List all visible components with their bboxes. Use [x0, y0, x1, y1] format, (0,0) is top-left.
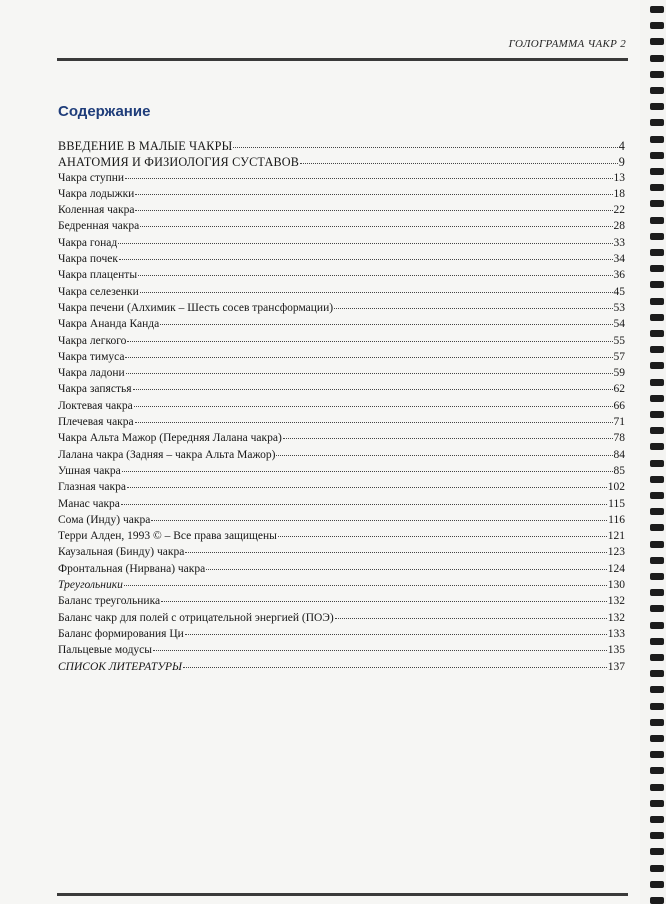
binding-coil — [650, 719, 664, 726]
toc-entry-label: Чакра селезенки — [58, 285, 139, 298]
binding-coil — [650, 751, 664, 758]
toc-entry-label: Плечевая чакра — [58, 416, 134, 429]
toc-entry[interactable] — [58, 253, 625, 269]
toc-entry-label: Терри Алден, 1993 © – Все права защищены — [58, 530, 277, 543]
toc-entry[interactable] — [58, 139, 625, 155]
toc-entry-label: Чакра плаценты — [58, 269, 138, 282]
toc-entry[interactable] — [58, 220, 625, 236]
dot-leader — [160, 324, 612, 325]
dot-leader — [119, 259, 613, 260]
binding-coil — [650, 460, 664, 467]
toc-entry-page: 84 — [613, 448, 625, 461]
toc-entry-label: Чакра Ананда Канда — [58, 318, 160, 331]
binding-coil — [650, 136, 664, 143]
toc-entry[interactable] — [58, 204, 625, 220]
toc-entry[interactable] — [58, 155, 625, 171]
binding-coil — [650, 735, 664, 742]
toc-entry-label: Манас чакра — [58, 497, 120, 510]
dot-leader — [122, 471, 613, 472]
dot-leader — [140, 292, 613, 293]
toc-entry[interactable] — [58, 383, 625, 399]
toc-entry[interactable] — [58, 661, 625, 677]
toc-entry-label: Чакра тимуса — [58, 350, 125, 363]
dot-leader — [206, 569, 607, 570]
binding-coil — [650, 265, 664, 272]
binding-coil — [650, 71, 664, 78]
toc-entry-page: 66 — [613, 399, 625, 412]
binding-coil — [650, 589, 664, 596]
binding-coil — [650, 87, 664, 94]
toc-title: Содержание — [58, 103, 151, 120]
binding-coil — [650, 865, 664, 872]
toc-entry-label: Чакра ступни — [58, 171, 125, 184]
toc-entry[interactable] — [58, 481, 625, 497]
binding-coil — [650, 622, 664, 629]
binding-coil — [650, 443, 664, 450]
binding-coil — [650, 249, 664, 256]
dot-leader — [125, 357, 612, 358]
binding-coil — [650, 703, 664, 710]
binding-coil — [650, 573, 664, 580]
toc-entry[interactable] — [58, 302, 625, 318]
binding-coil — [650, 6, 664, 13]
toc-entry-page: 54 — [613, 318, 625, 331]
toc-entry[interactable] — [58, 628, 625, 644]
toc-entry[interactable] — [58, 612, 625, 628]
binding-coil — [650, 686, 664, 693]
toc-entry-page: 121 — [607, 530, 625, 543]
binding-coil — [650, 784, 664, 791]
dot-leader — [135, 422, 613, 423]
toc-entry[interactable] — [58, 432, 625, 448]
dot-leader — [125, 178, 612, 179]
toc-entry-page: 13 — [613, 171, 625, 184]
dot-leader — [278, 536, 607, 537]
binding-coil — [650, 638, 664, 645]
dot-leader — [133, 389, 613, 390]
toc-entry-page: 45 — [613, 285, 625, 298]
binding-coil — [650, 832, 664, 839]
toc-entry-page: 85 — [613, 464, 625, 477]
toc-entry-label: Баланс чакр для полей с отрицательной энергией (ПОЭ) — [58, 611, 334, 624]
toc-entry-page: 133 — [607, 627, 625, 640]
toc-entry-page: 71 — [613, 416, 625, 429]
binding-coil — [650, 314, 664, 321]
dot-leader — [335, 618, 607, 619]
dot-leader — [185, 634, 607, 635]
toc-entry-page: 59 — [613, 367, 625, 380]
binding-coil — [650, 298, 664, 305]
toc-entry[interactable] — [58, 514, 625, 530]
toc-entry[interactable] — [58, 400, 625, 416]
dot-leader — [127, 487, 607, 488]
table-of-contents — [58, 139, 625, 677]
binding-coil — [650, 168, 664, 175]
dot-leader — [127, 341, 612, 342]
binding-coil — [650, 848, 664, 855]
toc-entry-page: 36 — [613, 269, 625, 282]
toc-entry[interactable] — [58, 286, 625, 302]
toc-entry-label: Чакра гонад — [58, 236, 118, 249]
binding-coil — [650, 233, 664, 240]
toc-entry-page: 9 — [618, 155, 625, 170]
toc-entry-page: 34 — [613, 253, 625, 266]
toc-entry-label: Пальцевые модусы — [58, 644, 153, 657]
binding-coil — [650, 330, 664, 337]
toc-entry[interactable] — [58, 465, 625, 481]
binding-coil — [650, 767, 664, 774]
binding-coil — [650, 816, 664, 823]
binding-coil — [650, 897, 664, 904]
dot-leader — [151, 520, 607, 521]
toc-entry-label: Чакра печени (Алхимик – Шесть сосев трансформации) — [58, 301, 334, 314]
binding-coil — [650, 881, 664, 888]
toc-entry[interactable] — [58, 595, 625, 611]
toc-entry-label: Баланс формирования Ци — [58, 627, 184, 640]
binding-coil — [650, 22, 664, 29]
toc-entry-label: Каузальная (Бинду) чакра — [58, 546, 185, 559]
dot-leader — [334, 308, 612, 309]
dot-leader — [135, 194, 612, 195]
dot-leader — [233, 147, 617, 148]
toc-entry[interactable] — [58, 351, 625, 367]
binding-coil — [650, 184, 664, 191]
binding-coil — [650, 395, 664, 402]
toc-entry[interactable] — [58, 172, 625, 188]
toc-entry-page: 22 — [613, 204, 625, 217]
binding-coil — [650, 200, 664, 207]
dot-leader — [121, 504, 607, 505]
toc-entry-label: Чакра запястья — [58, 383, 132, 396]
toc-entry-page: 4 — [618, 139, 625, 153]
toc-entry[interactable] — [58, 498, 625, 514]
toc-entry-label: Чакра почек — [58, 253, 118, 266]
toc-entry-page: 78 — [613, 432, 625, 445]
toc-entry-label: Чакра ладони — [58, 367, 125, 380]
binding-coil — [650, 654, 664, 661]
toc-entry-label: Бедренная чакра — [58, 220, 140, 233]
binding-coil — [650, 346, 664, 353]
binding-coil — [650, 492, 664, 499]
dot-leader — [135, 210, 612, 211]
toc-entry-page: 123 — [607, 546, 625, 559]
toc-entry[interactable] — [58, 188, 625, 204]
dot-leader — [134, 406, 613, 407]
binding-coil — [650, 379, 664, 386]
toc-entry[interactable] — [58, 416, 625, 432]
toc-entry[interactable] — [58, 237, 625, 253]
toc-entry-page: 57 — [613, 350, 625, 363]
binding-coil — [650, 152, 664, 159]
toc-entry[interactable] — [58, 546, 625, 562]
toc-entry-page: 18 — [613, 187, 625, 200]
binding-coil — [650, 541, 664, 548]
binding-coil — [650, 362, 664, 369]
toc-entry-label: Чакра Альта Мажор (Передняя Лалана чакра) — [58, 432, 282, 445]
binding-coil — [650, 605, 664, 612]
toc-entry-page: 132 — [607, 595, 625, 608]
dot-leader — [283, 438, 613, 439]
binding-coil — [650, 55, 664, 62]
binding-coil — [650, 38, 664, 45]
toc-entry[interactable] — [58, 563, 625, 579]
toc-entry-page: 28 — [613, 220, 625, 233]
toc-entry[interactable] — [58, 335, 625, 351]
toc-entry[interactable] — [58, 644, 625, 660]
running-header-title: ГОЛОГРАММА ЧАКР 2 — [508, 38, 626, 50]
toc-entry-label: Локтевая чакра — [58, 399, 133, 412]
running-header — [57, 38, 628, 61]
toc-entry-page: 62 — [613, 383, 625, 396]
dot-leader — [140, 226, 612, 227]
dot-leader — [124, 585, 607, 586]
toc-entry-page: 55 — [613, 334, 625, 347]
toc-entry-page: 33 — [613, 236, 625, 249]
toc-entry-label: Баланс треугольника — [58, 595, 161, 608]
binding-coil — [650, 524, 664, 531]
binding-coil — [650, 508, 664, 515]
binding-coil — [650, 119, 664, 126]
toc-entry-label: Чакра лодыжки — [58, 187, 135, 200]
toc-entry-page: 115 — [608, 497, 625, 510]
binding-coil — [650, 281, 664, 288]
toc-entry-label: Лалана чакра (Задняя – чакра Альта Мажор) — [58, 448, 276, 461]
toc-entry[interactable] — [58, 318, 625, 334]
dot-leader — [161, 601, 607, 602]
toc-entry-label: Глазная чакра — [58, 481, 126, 494]
binding-coil — [650, 800, 664, 807]
footer-rule — [57, 893, 628, 896]
toc-entry-label: Ушная чакра — [58, 464, 121, 477]
toc-entry-page: 116 — [608, 513, 625, 526]
toc-entry[interactable] — [58, 530, 625, 546]
toc-entry-page: 132 — [607, 611, 625, 624]
toc-entry-page: 137 — [607, 660, 625, 673]
toc-entry-label: Фронтальная (Нирвана) чакра — [58, 562, 206, 575]
toc-entry-page: 124 — [607, 562, 625, 575]
binding-coil — [650, 557, 664, 564]
dot-leader — [276, 455, 612, 456]
binding-coil — [650, 103, 664, 110]
binding-coil — [650, 670, 664, 677]
toc-entry-page: 102 — [607, 481, 625, 494]
toc-entry[interactable] — [58, 269, 625, 285]
toc-entry-page: 135 — [607, 644, 625, 657]
toc-entry-label: Коленная чакра — [58, 204, 135, 217]
toc-entry[interactable] — [58, 367, 625, 383]
toc-entry-label: Чакра легкого — [58, 334, 127, 347]
dot-leader — [300, 163, 618, 164]
binding-coil — [650, 427, 664, 434]
toc-entry-label: СПИСОК ЛИТЕРАТУРЫ — [58, 660, 183, 673]
toc-entry-label: Сома (Инду) чакра — [58, 513, 151, 526]
dot-leader — [183, 667, 607, 668]
dot-leader — [185, 552, 606, 553]
dot-leader — [153, 650, 607, 651]
binding-coil — [650, 411, 664, 418]
toc-entry[interactable] — [58, 579, 625, 595]
binding-coil — [650, 476, 664, 483]
dot-leader — [118, 243, 612, 244]
dot-leader — [138, 275, 612, 276]
toc-entry-label: ВВЕДЕНИЕ В МАЛЫЕ ЧАКРЫ — [58, 139, 233, 153]
toc-entry-label: АНАТОМИЯ И ФИЗИОЛОГИЯ СУСТАВОВ — [58, 155, 300, 170]
toc-entry-page: 130 — [607, 579, 625, 592]
spiral-binding — [648, 0, 666, 904]
binding-coil — [650, 217, 664, 224]
dot-leader — [126, 373, 613, 374]
toc-entry-page: 53 — [613, 301, 625, 314]
toc-entry-label: Треугольники — [58, 579, 123, 592]
toc-entry[interactable] — [58, 449, 625, 465]
